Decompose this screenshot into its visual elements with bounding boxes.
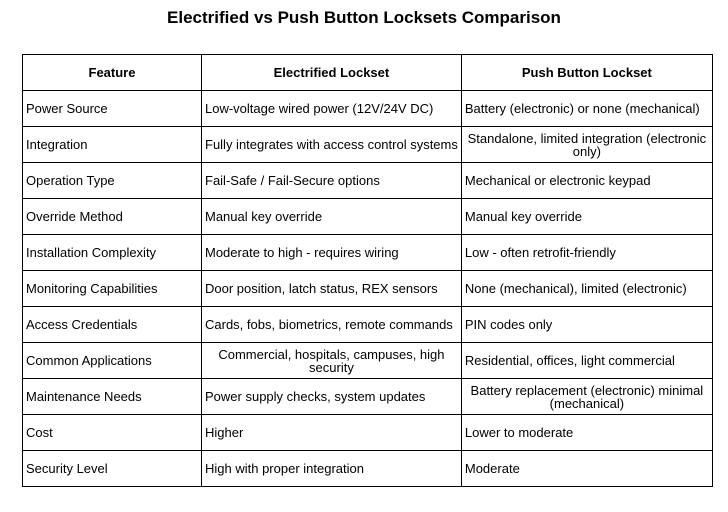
- header-push-button-lockset: Push Button Lockset: [461, 55, 712, 91]
- table-row: [23, 127, 713, 163]
- push-button-cell: Low - often retrofit-friendly: [461, 235, 712, 271]
- feature-cell: Common Applications: [23, 343, 202, 379]
- push-button-cell: Manual key override: [461, 199, 712, 235]
- electrified-cell: Commercial, hospitals, campuses, high security: [202, 343, 462, 379]
- feature-cell: Operation Type: [23, 163, 202, 199]
- electrified-cell: Higher: [202, 415, 462, 451]
- feature-cell: Access Credentials: [23, 307, 202, 343]
- push-button-cell: None (mechanical), limited (electronic): [461, 271, 712, 307]
- push-button-cell: Battery replacement (electronic) minimal (mechanical): [461, 379, 712, 415]
- table-row: [23, 271, 713, 307]
- table-row: [23, 91, 713, 127]
- electrified-cell: Low-voltage wired power (12V/24V DC): [202, 91, 462, 127]
- feature-cell: Power Source: [23, 91, 202, 127]
- table-row: [23, 163, 713, 199]
- electrified-cell: Fail-Safe / Fail-Secure options: [202, 163, 462, 199]
- page-title: Electrified vs Push Button Locksets Comparison: [167, 8, 561, 27]
- electrified-cell: Moderate to high - requires wiring: [202, 235, 462, 271]
- table-row: [23, 343, 713, 379]
- table-row: [23, 415, 713, 451]
- feature-cell: Security Level: [23, 451, 202, 487]
- push-button-cell: Standalone, limited integration (electronic only): [461, 127, 712, 163]
- push-button-cell: Lower to moderate: [461, 415, 712, 451]
- comparison-table: [22, 54, 713, 487]
- electrified-cell: High with proper integration: [202, 451, 462, 487]
- table-row: [23, 199, 713, 235]
- feature-cell: Cost: [23, 415, 202, 451]
- electrified-cell: Fully integrates with access control systems: [202, 127, 462, 163]
- feature-cell: Integration: [23, 127, 202, 163]
- electrified-cell: Door position, latch status, REX sensors: [202, 271, 462, 307]
- feature-cell: Monitoring Capabilities: [23, 271, 202, 307]
- table-row: [23, 451, 713, 487]
- electrified-cell: Manual key override: [202, 199, 462, 235]
- table-header-row: [23, 55, 713, 91]
- header-feature: Feature: [23, 55, 202, 91]
- feature-cell: Override Method: [23, 199, 202, 235]
- header-electrified-lockset: Electrified Lockset: [202, 55, 462, 91]
- table-row: [23, 307, 713, 343]
- push-button-cell: Mechanical or electronic keypad: [461, 163, 712, 199]
- electrified-cell: Power supply checks, system updates: [202, 379, 462, 415]
- table-row: [23, 235, 713, 271]
- push-button-cell: PIN codes only: [461, 307, 712, 343]
- push-button-cell: Battery (electronic) or none (mechanical): [461, 91, 712, 127]
- electrified-cell: Cards, fobs, biometrics, remote commands: [202, 307, 462, 343]
- feature-cell: Maintenance Needs: [23, 379, 202, 415]
- table-row: [23, 379, 713, 415]
- push-button-cell: Moderate: [461, 451, 712, 487]
- push-button-cell: Residential, offices, light commercial: [461, 343, 712, 379]
- feature-cell: Installation Complexity: [23, 235, 202, 271]
